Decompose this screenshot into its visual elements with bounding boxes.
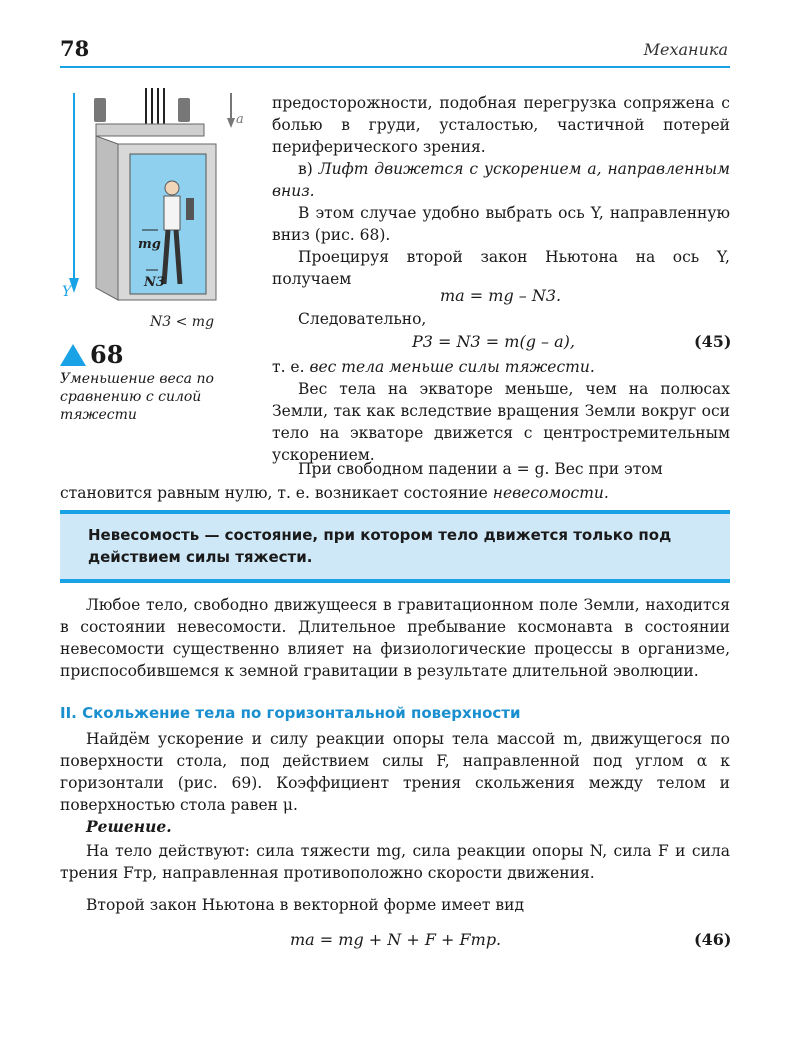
definition-text: Невесомость — состояние, при котором тело движется только под действием силы тяжести. — [88, 526, 672, 566]
acceleration-arrow-head — [227, 118, 235, 128]
pulley-right — [178, 98, 190, 122]
figure-number-text: 68 — [90, 340, 124, 369]
person-head — [165, 181, 179, 195]
paragraph-8-continued: становится равным нулю, т. е. возникает состояние невесомости. — [60, 484, 609, 502]
label-N3: N3 — [144, 275, 165, 290]
paragraph-11: На тело действуют: сила тяжести mg, сила реакции опоры N, сила F и сила трения Fтр, направленная противоположно скорости движения. — [60, 842, 730, 882]
paragraph-4: Проецируя второй закон Ньютона на ось Y, получаем — [272, 248, 730, 288]
section-title: Механика — [643, 40, 728, 59]
elevator-top — [96, 124, 204, 136]
section-heading: II. Скольжение тела по горизонтальной поверхности — [60, 704, 521, 722]
formula-1: ma = mg – N3. — [440, 286, 562, 305]
solution-label: Решение. — [86, 817, 172, 836]
paragraph-9: Любое тело, свободно движущееся в гравитационном поле Земли, находится в состоянии невесомости. Длительное пребывание космонавта в состоянии невесомости существенно влияет на физиологические процессы в организме, приспособившемся к земной гравитации в результате длительной эволюции. — [60, 596, 730, 680]
elevator-side-wall — [96, 136, 118, 300]
label-mg: mg — [138, 237, 161, 252]
formula-46: ma = mg + N + F + Fтр. — [290, 930, 502, 949]
triangle-icon — [60, 344, 86, 366]
paragraph-10: Найдём ускорение и силу реакции опоры тела массой m, движущегося по поверхности стола, под действием силы F, направленной под углом α к горизонтали (рис. 69). Коэффициент трения скольжения между телом и поверхностью стола равен μ. — [60, 730, 730, 814]
figure-inequality: N3 < mg — [150, 314, 215, 330]
person-body — [164, 196, 180, 230]
figure-number — [60, 340, 123, 369]
pulley-left — [94, 98, 106, 122]
paragraph-7: Вес тела на экваторе меньше, чем на полюсах Земли, так как вследствие вращения Земли вокруг оси тело на экваторе движется с центростремительным ускорением. — [272, 380, 730, 464]
paragraph-6: т. е. вес тела меньше силы тяжести. — [272, 358, 595, 376]
paragraph-12: Второй закон Ньютона в векторной форме имеет вид — [86, 896, 525, 914]
paragraph-1: предосторожности, подобная перегрузка сопряжена с болью в груди, усталостью, частичной потерей периферического зрения. — [272, 94, 730, 156]
equation-number-45: (45) — [694, 332, 732, 351]
header-rule — [60, 66, 730, 68]
equation-number-46: (46) — [694, 930, 732, 949]
acceleration-label: a — [236, 112, 244, 127]
paragraph-3: В этом случае удобно выбрать ось Y, направленную вниз (рис. 68). — [272, 204, 730, 244]
paragraph-5: Следовательно, — [298, 310, 427, 328]
paragraph-8: При свободном падении a = g. Вес при этом — [298, 460, 663, 478]
figure-caption: Уменьшение веса по сравнению с силой тяжести — [60, 371, 214, 423]
control-panel — [186, 198, 194, 220]
page-number: 78 — [60, 36, 90, 61]
formula-45: P3 = N3 = m(g – a), — [412, 332, 575, 351]
y-axis-label: Y — [62, 284, 72, 300]
paragraph-2: в) Лифт движется с ускорением a, направленным вниз. — [272, 160, 731, 200]
figure-elevator — [58, 88, 264, 338]
